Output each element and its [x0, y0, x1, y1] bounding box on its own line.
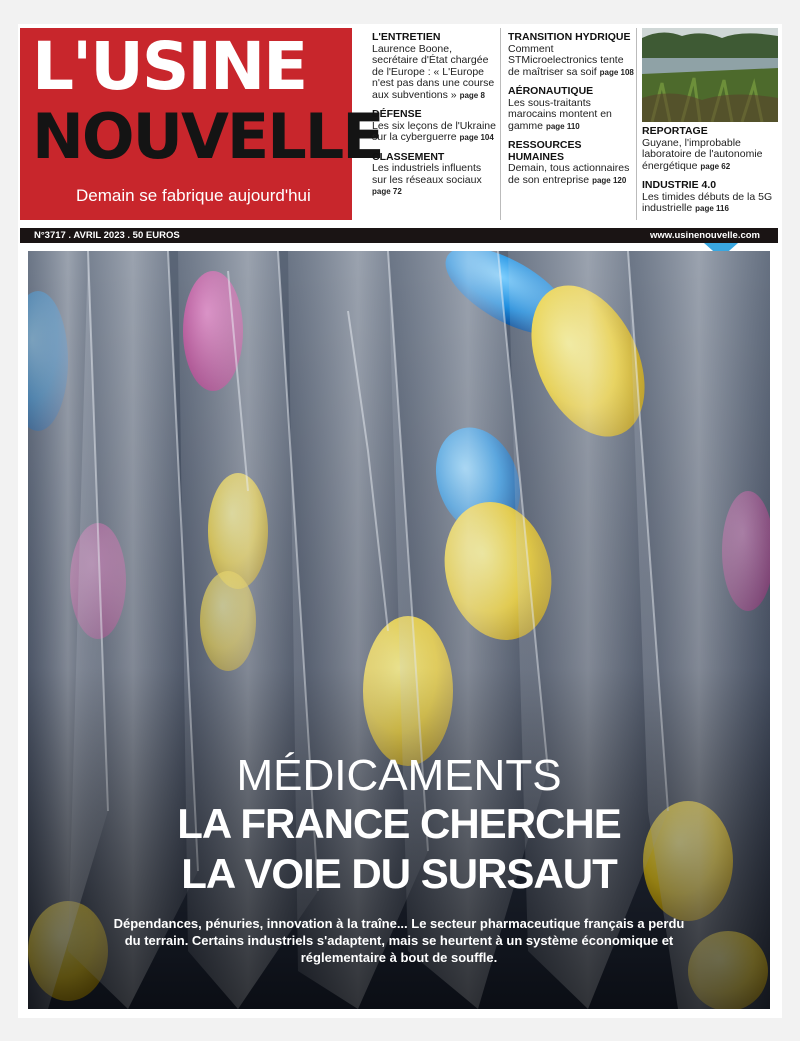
teaser-item[interactable]: [508, 86, 634, 132]
teaser-heading: RESSOURCES HUMAINES: [508, 139, 582, 163]
teaser-text: Guyane, l'improbable laboratoire de l'autonomie énergétique: [642, 136, 763, 172]
column-divider: [500, 28, 501, 220]
teaser-item[interactable]: [508, 140, 634, 186]
headline-line2: LA VOIE DU SURSAUT: [181, 850, 617, 897]
teaser-item[interactable]: [372, 32, 496, 101]
teaser-heading: INDUSTRIE 4.0: [642, 179, 717, 191]
teaser-page: page 8: [459, 90, 485, 100]
teaser-text: Les timides débuts de la 5G industrielle: [642, 190, 773, 214]
teaser-text: Les six leçons de l'Ukraine sur la cyberguerre: [372, 119, 496, 143]
teaser-heading: REPORTAGE: [642, 125, 708, 137]
website-link[interactable]: www.usinenouvelle.com: [650, 230, 760, 241]
teaser-heading: AÉRONAUTIQUE: [508, 85, 594, 97]
teaser-heading: TRANSITION HYDRIQUE: [508, 31, 631, 43]
cover-kicker: MÉDICAMENTS: [236, 751, 562, 800]
teaser-heading: CLASSEMENT: [372, 150, 445, 163]
teaser-page: page 62: [700, 161, 731, 171]
issue-info: N°3717 . AVRIL 2023 . 50 EUROS: [34, 230, 180, 241]
teaser-page: page 120: [592, 175, 627, 185]
tagline: Demain se fabrique aujourd'hui: [76, 186, 311, 205]
teaser-page: page 72: [372, 187, 402, 196]
headline-line1: LA FRANCE CHERCHE: [177, 800, 621, 847]
teaser-heading: DÉFENSE: [372, 108, 422, 120]
teaser-text: Les industriels influents sur les réseaux sociaux: [372, 162, 482, 186]
teaser-page: page 110: [545, 121, 580, 131]
teaser-page: page 104: [459, 133, 494, 142]
column-divider: [636, 28, 637, 220]
reportage-thumbnail[interactable]: [642, 28, 778, 122]
teaser-text: Les sous-traitants marocains montent en gamme: [508, 96, 612, 132]
teaser-page: page 116: [695, 204, 729, 213]
issue-bar: [20, 228, 778, 243]
teaser-page: page 108: [599, 67, 634, 77]
teaser-text: Comment STMicroelectronics tente de maîtriser sa soif: [508, 42, 624, 78]
teaser-text: Laurence Boone, secrétaire d'État chargée de l'Europe : « L'Europe n'est pas dans une course aux subventions »: [372, 42, 495, 101]
teaser-item[interactable]: [642, 180, 778, 215]
teaser-item[interactable]: [642, 126, 778, 172]
masthead-logo: [20, 28, 383, 220]
teaser-item[interactable]: [508, 32, 634, 78]
cover-deck: Dépendances, pénuries, innovation à la traîne... Le secteur pharmaceutique français a perdu du terrain. Certains industriels s'adaptent, mais se heurtent à un système économique et réglementaire à bout de souffle.: [113, 916, 685, 965]
teaser-column-3: [642, 126, 778, 223]
teaser-column-1: [372, 32, 496, 206]
teaser-text: Demain, tous actionnaires de son entreprise: [508, 162, 630, 186]
cover-headline: [28, 799, 770, 899]
logo-line2: NOUVELLE: [32, 100, 383, 173]
magazine-cover: [18, 24, 782, 1018]
guyane-landscape-image: [642, 28, 778, 122]
teaser-item[interactable]: [372, 152, 496, 198]
teaser-heading: L'ENTRETIEN: [372, 31, 441, 43]
cover-photo: [28, 251, 770, 1009]
teaser-item[interactable]: [372, 109, 496, 144]
logo-line1: L'USINE: [32, 28, 307, 105]
teaser-column-2: [508, 32, 634, 194]
